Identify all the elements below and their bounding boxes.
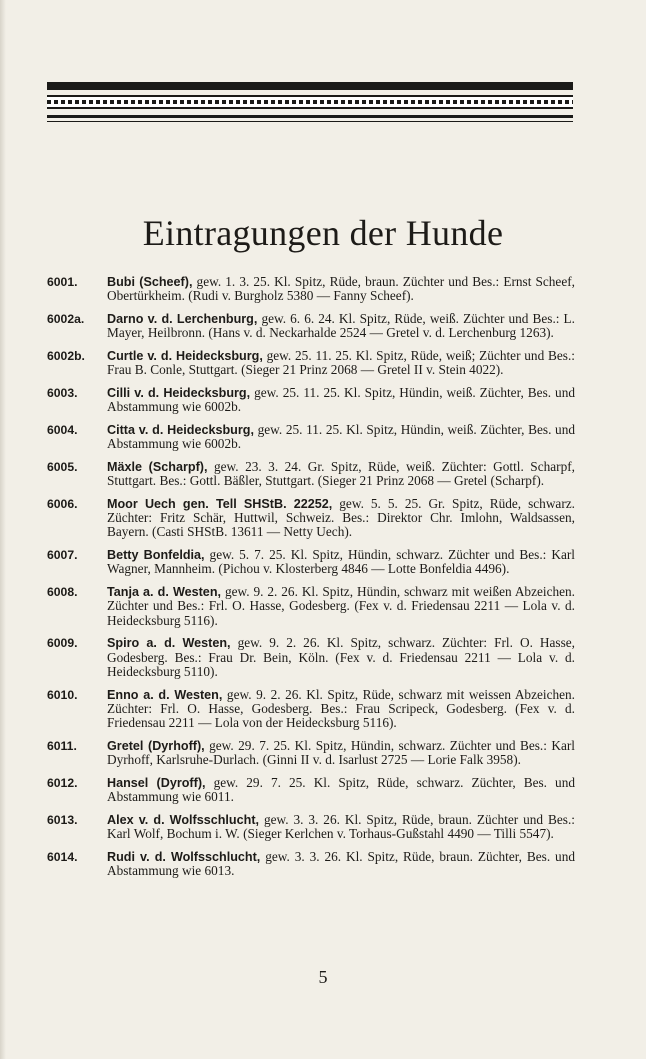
entry-details: gew. 3. 3. 26. Kl. Spitz, Rüde, braun. Züchter, Bes. und Abstammung wie 6013. [107,848,575,879]
entry-number: 6011. [47,738,77,753]
registry-entry [47,776,575,804]
dog-name: Gretel (Dyrhoff), [107,738,205,753]
registry-entry [47,275,575,303]
entry-details: gew. 29. 7. 25. Kl. Spitz, Rüde, schwarz. Züchter, Bes. und Abstammung wie 6011. [107,774,576,805]
entry-details: gew. 25. 11. 25. Kl. Spitz, Hündin, weiß. Züchter, Bes. und Abstammung wie 6002b. [107,422,575,452]
entry-number: 6004. [47,423,78,437]
dog-name: Alex v. d. Wolfsschlucht, [107,812,260,827]
header-ornament-chain [47,95,573,109]
registry-entry [47,386,575,414]
entry-number: 6012. [47,775,78,790]
entry-details: gew. 25. 11. 25. Kl. Spitz, Hündin, weiß. Züchter, Bes. und Abstammung wie 6002b. [107,385,575,415]
entry-details: gew. 29. 7. 25. Kl. Spitz, Hündin, schwarz. Züchter und Bes.: Karl Dyrhoff, Karlsruhe-Durlach. (Ginni II v. d. Isarlust 2725 — Lorie Falk 3958). [107,737,575,768]
dog-name: Darno v. d. Lerchenburg, [107,312,258,326]
dog-name: Spiro a. d. Westen, [107,636,231,651]
dog-name: Hansel (Dyroff), [107,775,206,790]
entry-number: 6009. [47,636,78,651]
registry-entry [47,688,575,731]
entry-details: gew. 9. 2. 26. Kl. Spitz, Rüde, schwarz mit weissen Abzeichen. Züchter: Frl. O. Hasse, Godesberg. Bes.: Frau Scripeck, Godesberg. (Fex v. d. Friedensau 2211 — Lola von der Heidecksburg 5116). [107,686,575,731]
registry-entry [47,497,575,540]
dog-name: Cilli v. d. Heidecksburg, [107,386,251,400]
dog-name: Betty Bonfeldia, [107,548,205,563]
dog-name: Curtle v. d. Heidecksburg, [107,349,263,363]
entry-number: 6006. [47,497,78,511]
entry-details: gew. 5. 7. 25. Kl. Spitz, Hündin, schwarz. Züchter und Bes.: Karl Wagner, Mannheim. (Pichou v. Klosterberg 4846 — Lotte Bonfeldia 4496). [107,547,575,577]
dog-name: Enno a. d. Westen, [107,687,223,702]
entry-number: 6010. [47,687,78,702]
entry-details: gew. 5. 5. 25. Gr. Spitz, Rüde, schwarz. Züchter: Fritz Schär, Huttwil, Schweiz. Bes.: Direktor Chr. Imlohn, Waldsassen, Bayern. (Casti SHStB. 13611 — Netty Uech). [107,496,575,540]
entry-details: gew. 1. 3. 25. Kl. Spitz, Rüde, braun. Züchter und Bes.: Ernst Scheef, Obertürkheim. (Rudi v. Burgholz 5380 — Fanny Scheef). [107,274,575,304]
entry-number: 6001. [47,275,78,289]
entry-list [47,275,575,887]
entry-details: gew. 25. 11. 25. Kl. Spitz, Rüde, weiß; Züchter und Bes.: Frau B. Conle, Stuttgart. (Sieger 21 Prinz 2068 — Gretel II v. Stein 4022). [107,348,575,378]
entry-details: gew. 3. 3. 26. Kl. Spitz, Rüde, braun. Züchter und Bes.: Karl Wolf, Bochum i. W. (Sieger Kerlchen v. Torhaus-Gußstahl 4490 — Tilli 5547). [107,811,575,842]
header-ornament-rule [47,115,573,118]
dog-name: Mäxle (Scharpf), [107,460,208,474]
header-ornament-thin-rule [47,121,573,122]
entry-number: 6008. [47,585,78,600]
registry-entry [47,585,575,628]
registry-entry [47,312,575,340]
page-edge [0,0,6,1059]
registry-entry [47,423,575,451]
entry-details: gew. 9. 2. 26. Kl. Spitz, Hündin, schwarz mit weißen Abzeichen. Züchter und Bes.: Frl. O. Hasse, Godesberg. (Fex v. d. Friedensau 2211 — Lola v. d. Heidecksburg 5116). [107,584,576,628]
entry-number: 6007. [47,548,78,563]
page-number: 5 [318,967,328,987]
entry-number: 6013. [47,812,78,827]
dog-name: Bubi (Scheef), [107,275,193,289]
registry-entry [47,548,575,576]
dog-name: Tanja a. d. Westen, [107,585,222,600]
registry-entry [47,739,575,767]
dog-name: Moor Uech gen. Tell SHStB. 22252, [107,497,333,511]
page-title: Eintragungen der Hunde [142,213,504,253]
entry-number: 6005. [47,460,78,474]
entry-number: 6002b. [47,349,85,363]
entry-details: gew. 23. 3. 24. Gr. Spitz, Rüde, weiß. Züchter: Gottl. Scharpf, Stuttgart. Bes.: Gottl. Bäßler, Stuttgart. (Sieger 21 Prinz 2068 — Gretel (Scharpf). [107,459,575,489]
registry-entry [47,850,575,878]
registry-entry [47,636,575,679]
entry-number: 6002a. [47,312,85,326]
header-ornament-bar [47,82,573,90]
registry-entry [47,813,575,841]
registry-entry [47,349,575,377]
dog-name: Rudi v. d. Wolfsschlucht, [107,849,261,864]
entry-number: 6003. [47,386,78,400]
entry-details: gew. 9. 2. 26. Kl. Spitz, schwarz. Züchter: Frl. O. Hasse, Godesberg. Bes.: Frau Dr. Bein, Köln. (Fex v. d. Friedensau 2211 — Lola v. d. Heidecksburg 5110). [107,635,575,679]
registry-entry [47,460,575,488]
entry-number: 6014. [47,849,78,864]
entry-details: gew. 6. 6. 24. Kl. Spitz, Rüde, weiß. Züchter und Bes.: L. Mayer, Heilbronn. (Hans v. d. Neckarhalde 2524 — Gretel v. d. Lerchenburg 1263). [107,311,575,341]
dog-name: Citta v. d. Heidecksburg, [107,423,254,437]
